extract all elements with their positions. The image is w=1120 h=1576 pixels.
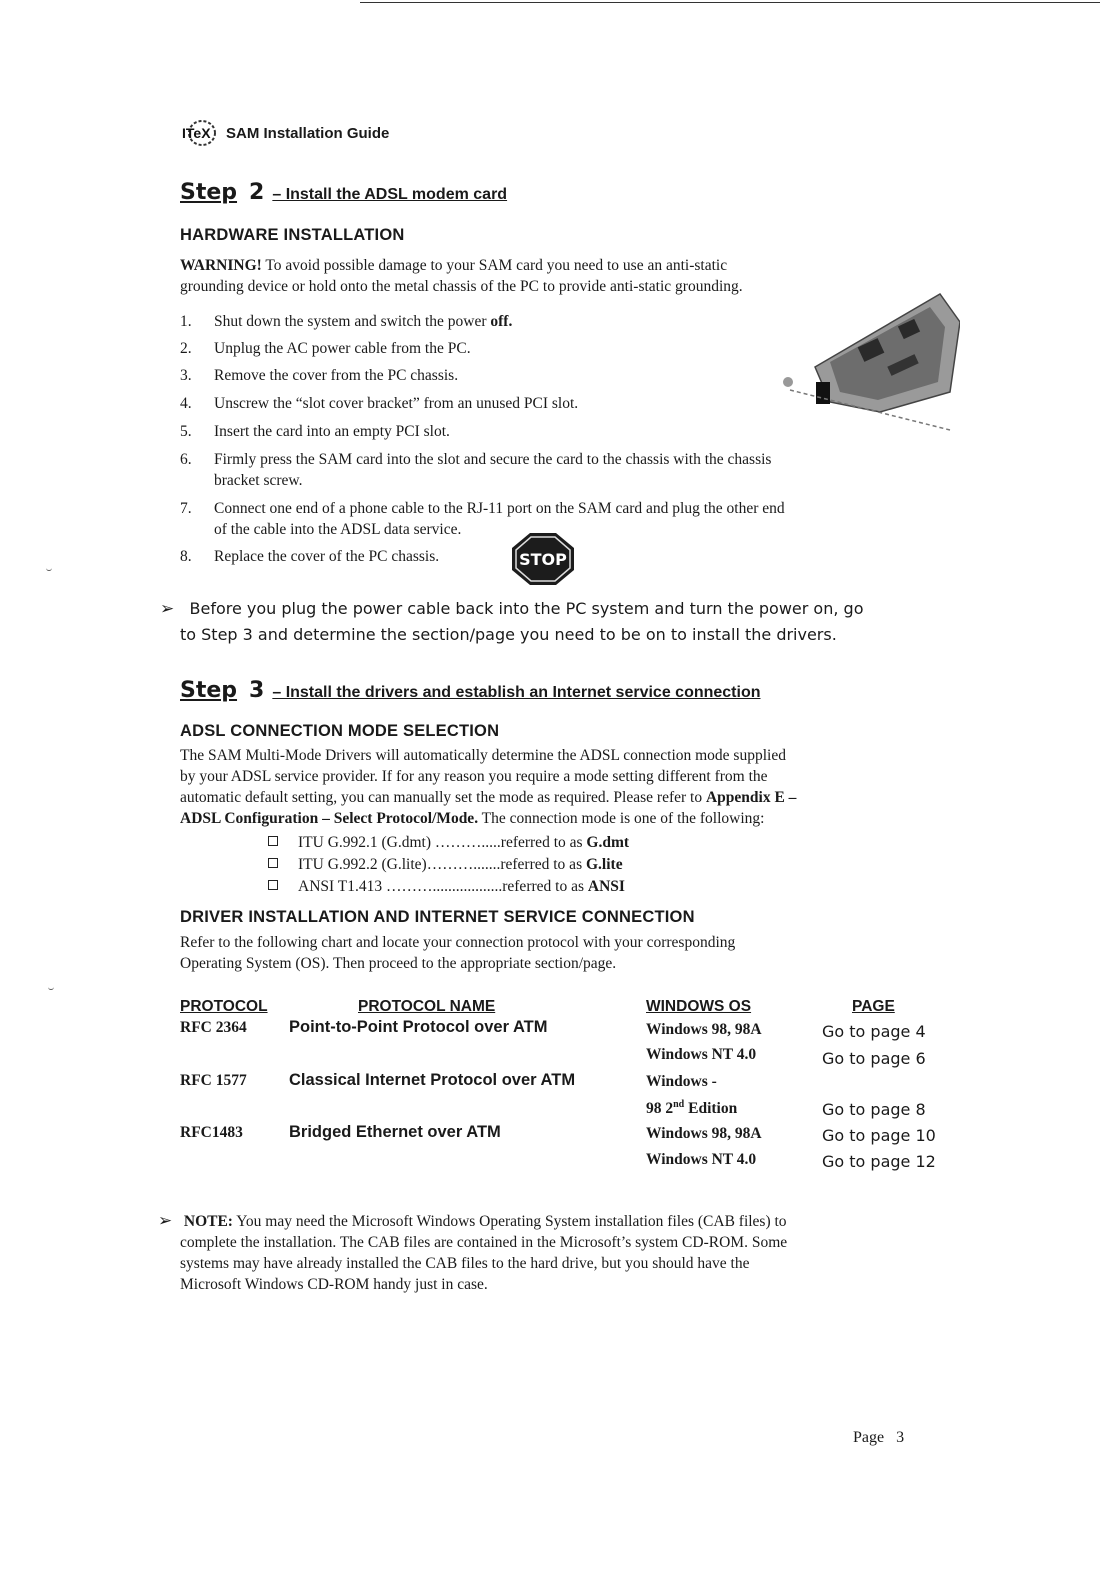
step3-title: – Install the drivers and establish an Internet service connection bbox=[272, 684, 761, 701]
checkbox-bullet-icon bbox=[268, 880, 278, 890]
table-header-windows-os: WINDOWS OS bbox=[646, 998, 752, 1015]
adsl-mode-heading: ADSL CONNECTION MODE SELECTION bbox=[180, 722, 500, 740]
document-header bbox=[180, 118, 389, 148]
page-number: Page 3 bbox=[853, 1429, 905, 1446]
step3-heading bbox=[180, 678, 761, 703]
warning-label: WARNING! bbox=[180, 257, 262, 274]
driver-paragraph: Refer to the following chart and locate your connection protocol with your corresponding Operating System (OS). Then proceed to the appropriate section/page. bbox=[180, 934, 736, 972]
sam-card-image bbox=[760, 282, 960, 442]
hardware-installation-heading: HARDWARE INSTALLATION bbox=[180, 226, 405, 244]
checkbox-bullet-icon bbox=[268, 836, 278, 846]
mode-item-glite: ITU G.992.2 (G.lite)……….......referred to as G.lite bbox=[268, 854, 623, 875]
step3-word: Step bbox=[180, 678, 238, 703]
itex-logo-graphic bbox=[180, 118, 224, 148]
table-header-protocol: PROTOCOL bbox=[180, 998, 268, 1015]
step2-number: 2 bbox=[249, 180, 265, 205]
scan-mark bbox=[46, 567, 52, 571]
svg-text:STOP: STOP bbox=[519, 550, 567, 569]
step2-heading bbox=[180, 180, 507, 205]
step3-number: 3 bbox=[249, 678, 265, 703]
sam-card-illustration bbox=[760, 282, 960, 442]
scan-mark bbox=[48, 986, 54, 990]
arrow-bullet-icon: ➢ bbox=[160, 599, 175, 619]
before-power-callout: ➢ Before you plug the power cable back into the PC system and turn the power on, go to Step 3 and determine the section/page you need to be on to install the drivers. bbox=[160, 599, 864, 644]
note-label: NOTE: bbox=[183, 1213, 233, 1230]
itex-logo bbox=[180, 118, 224, 148]
step2-word: Step bbox=[180, 180, 238, 205]
stop-sign bbox=[510, 532, 576, 586]
note-paragraph: ➢ NOTE: You may need the Microsoft Windows Operating System installation files (CAB files) to complete the installation. The CAB files are contained in the Microsoft’s system CD-ROM. Some systems may have already installed the CAB files to the hard drive, but you should have the Microsoft Windows CD-ROM handy just in case. bbox=[158, 1211, 788, 1293]
stop-sign-graphic bbox=[510, 532, 576, 586]
arrow-bullet-icon: ➢ bbox=[158, 1211, 173, 1231]
warning-line: grounding device or hold onto the metal chassis of the PC to provide anti-static grounding. bbox=[180, 278, 743, 295]
warning-line: To avoid possible damage to your SAM card you need to use an anti-static bbox=[265, 257, 728, 274]
checkbox-bullet-icon bbox=[268, 858, 278, 868]
guide-title: SAM Installation Guide bbox=[226, 124, 390, 142]
svg-text:ITeX: ITeX bbox=[182, 125, 211, 141]
table-header-protocol-name: PROTOCOL NAME bbox=[358, 998, 496, 1015]
driver-installation-heading: DRIVER INSTALLATION AND INTERNET SERVICE CONNECTION bbox=[180, 908, 695, 926]
mode-item-gdmt: ITU G.992.1 (G.dmt) ……….....referred to as G.dmt bbox=[268, 832, 629, 853]
scan-top-border bbox=[360, 2, 1100, 3]
mode-item-ansi: ANSI T1.413 ………..................referred to as ANSI bbox=[268, 876, 625, 897]
step2-title: – Install the ADSL modem card bbox=[272, 186, 508, 203]
mode-paragraph: The SAM Multi-Mode Drivers will automatically determine the ADSL connection mode supplied by your ADSL service provider. If for any reason you require a mode setting different from the automatic default setting, you can manually set the mode as required. Please refer to Appendix E – ADSL Configuration – Select Protocol/Mode. The connection mode is one of the following: bbox=[180, 747, 797, 827]
table-header-page: PAGE bbox=[852, 998, 895, 1015]
